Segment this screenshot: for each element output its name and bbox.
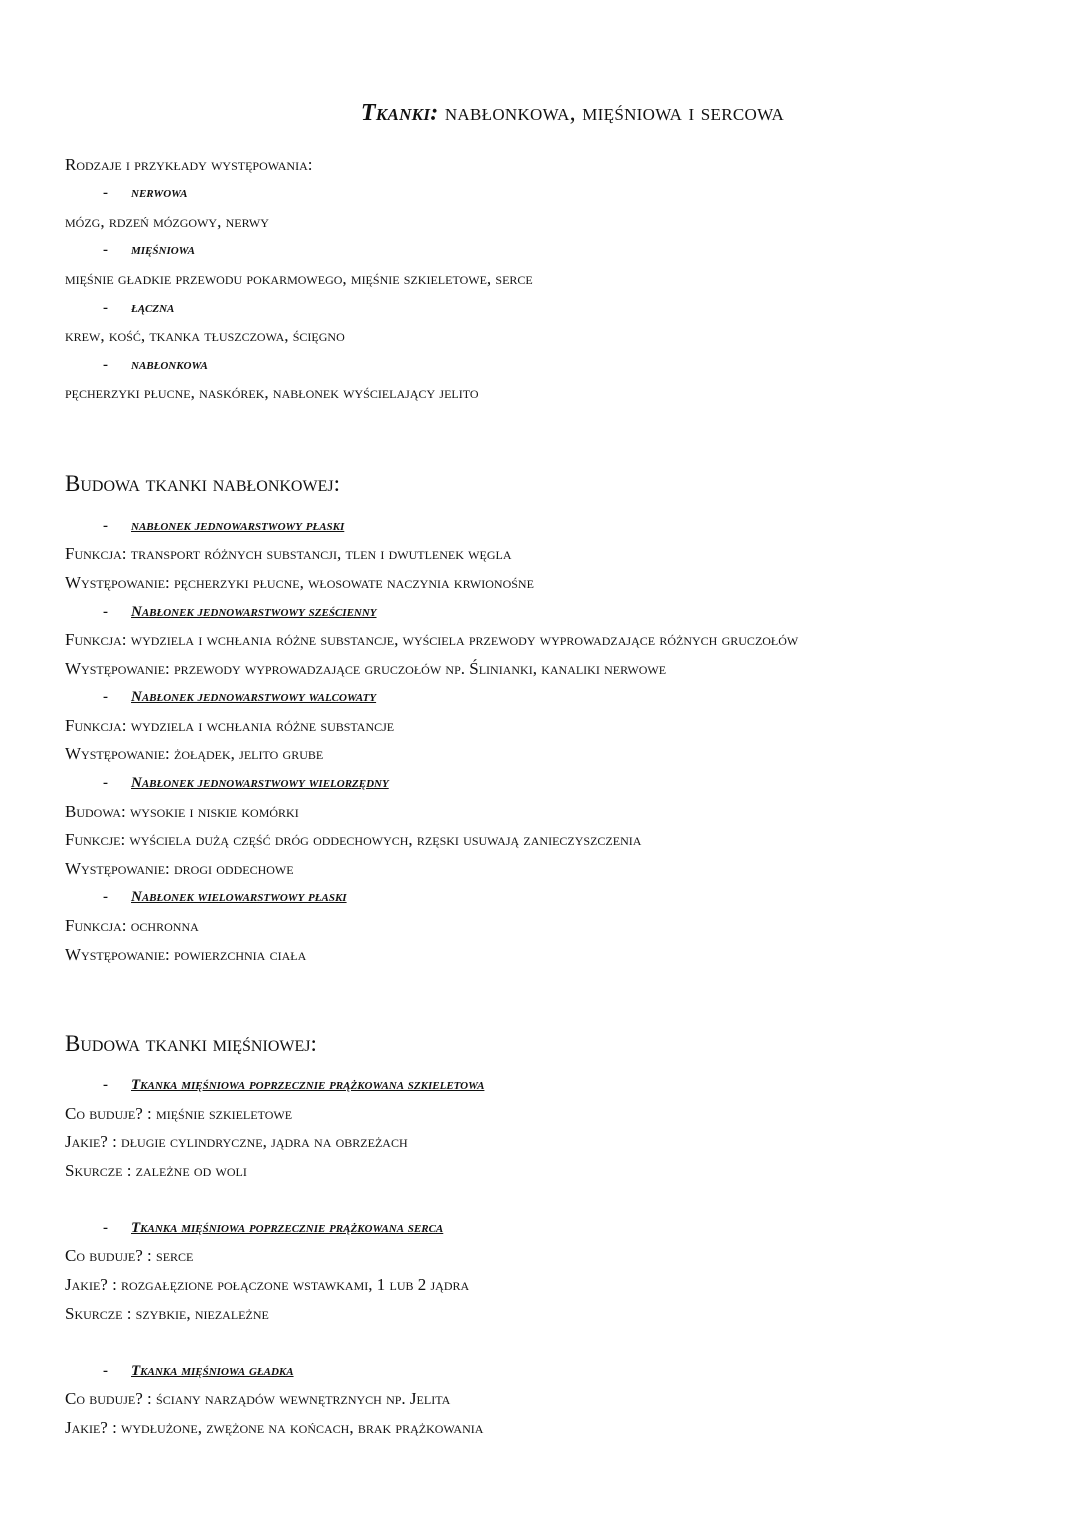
title-rest: nabłonkowa, mięśniowa i sercowa [444, 100, 785, 126]
text-line: Występowanie: żołądek, jelito grube [65, 744, 324, 764]
bullet-dash: - [103, 185, 108, 202]
examples-line: krew, kość, tkanka tłuszczowa, ścięgno [65, 326, 345, 346]
bullet-item [65, 179, 1020, 208]
text-line: Co buduje? : mięśnie szkieletowe [65, 1103, 293, 1123]
bullet-item [65, 351, 1020, 380]
bullet-dash: - [103, 242, 108, 259]
bullet-dash: - [103, 775, 108, 792]
bullet-dash: - [103, 603, 108, 620]
bullet-label: łączna [131, 299, 175, 316]
bullet-item [65, 1357, 1020, 1386]
text-line: Funkcje: wyściela dużą część dróg oddechowych, rzęski usuwają zanieczyszczenia [65, 830, 642, 850]
text-line: Jakie? : rozgałęzione połączone wstawkami, 1 lub 2 jądra [65, 1275, 470, 1295]
bullet-dash: - [103, 1362, 108, 1379]
bullet-label: mięśniowa [131, 242, 195, 259]
bullet-item [65, 598, 1020, 627]
bullet-dash: - [103, 1219, 108, 1236]
text-line: Funkcja: ochronna [65, 916, 199, 936]
text-line: Budowa: wysokie i niskie komórki [65, 801, 299, 821]
spacer [65, 1185, 1020, 1214]
bullet-dash: - [103, 517, 108, 534]
title-bold: Tkanki: [360, 100, 439, 126]
bullet-label: Tkanka mięśniowa poprzecznie prążkowana szkieletowa [131, 1076, 485, 1093]
bullet-item [65, 512, 1020, 541]
text-line: Występowanie: przewody wyprowadzające gruczołów np. Ślinianki, kanaliki nerwowe [65, 658, 667, 678]
bullet-item [65, 683, 1020, 712]
text-line: Co buduje? : ściany narządów wewnętrznych np. Jelita [65, 1389, 451, 1409]
bullet-item [65, 1071, 1020, 1100]
bullet-dash: - [103, 889, 108, 906]
bullet-dash: - [103, 1076, 108, 1093]
section-heading: Budowa tkanki mięśniowej: [65, 1031, 317, 1057]
bullet-label: Nabłonek jednowarstwowy walcowaty [131, 689, 377, 706]
bullet-label: Nabłonek jednowarstwowy sześcienny [131, 603, 377, 620]
bullet-item [65, 294, 1020, 323]
section-heading: Rodzaje i przykłady występowania: [65, 154, 313, 174]
section-heading: Budowa tkanki nabłonkowej: [65, 471, 340, 497]
examples-line: mięśnie gładkie przewodu pokarmowego, mięśnie szkieletowe, serce [65, 269, 533, 289]
text-line: Występowanie: pęcherzyki płucne, włosowate naczynia krwionośne [65, 572, 534, 592]
bullet-item [65, 236, 1020, 265]
text-line: Występowanie: powierzchnia ciała [65, 944, 307, 964]
bullet-item [65, 769, 1020, 798]
bullet-label: nabłonek jednowarstwowy płaski [131, 517, 345, 534]
text-line: Jakie? : wydłużone, zwężone na końcach, brak prążkowania [65, 1418, 484, 1438]
bullet-dash: - [103, 356, 108, 373]
text-line: Funkcja: wydziela i wchłania różne substancje, wyściela przewody wyprowadzające różnych gruczołów [65, 630, 799, 650]
bullet-label: Tkanka mięśniowa gładka [131, 1362, 294, 1379]
bullet-item [65, 1214, 1020, 1243]
examples-line: pęcherzyki płucne, naskórek, nabłonek wyścielający jelito [65, 383, 479, 403]
text-line: Jakie? : długie cylindryczne, jądra na obrzeżach [65, 1132, 408, 1152]
bullet-label: nerwowa [131, 185, 188, 202]
bullet-label: nabłonkowa [131, 356, 208, 373]
spacer [65, 1328, 1020, 1357]
bullet-label: Tkanka mięśniowa poprzecznie prążkowana serca [131, 1219, 444, 1236]
text-line: Skurcze : zależne od woli [65, 1160, 247, 1180]
text-line: Występowanie: drogi oddechowe [65, 858, 294, 878]
document-body [65, 151, 1020, 1443]
text-line: Funkcja: transport różnych substancji, tlen i dwutlenek węgla [65, 544, 512, 564]
page-title [65, 100, 1080, 127]
text-line: Skurcze : szybkie, niezależne [65, 1303, 269, 1323]
examples-line: mózg, rdzeń mózgowy, nerwy [65, 211, 269, 231]
bullet-dash: - [103, 299, 108, 316]
text-line: Funkcja: wydziela i wchłania różne substancje [65, 715, 395, 735]
text-line: Co buduje? : serce [65, 1246, 194, 1266]
bullet-item [65, 883, 1020, 912]
bullet-label: Nabłonek jednowarstwowy wielorzędny [131, 775, 389, 792]
bullet-dash: - [103, 689, 108, 706]
bullet-label: Nabłonek wielowarstwowy płaski [131, 889, 347, 906]
